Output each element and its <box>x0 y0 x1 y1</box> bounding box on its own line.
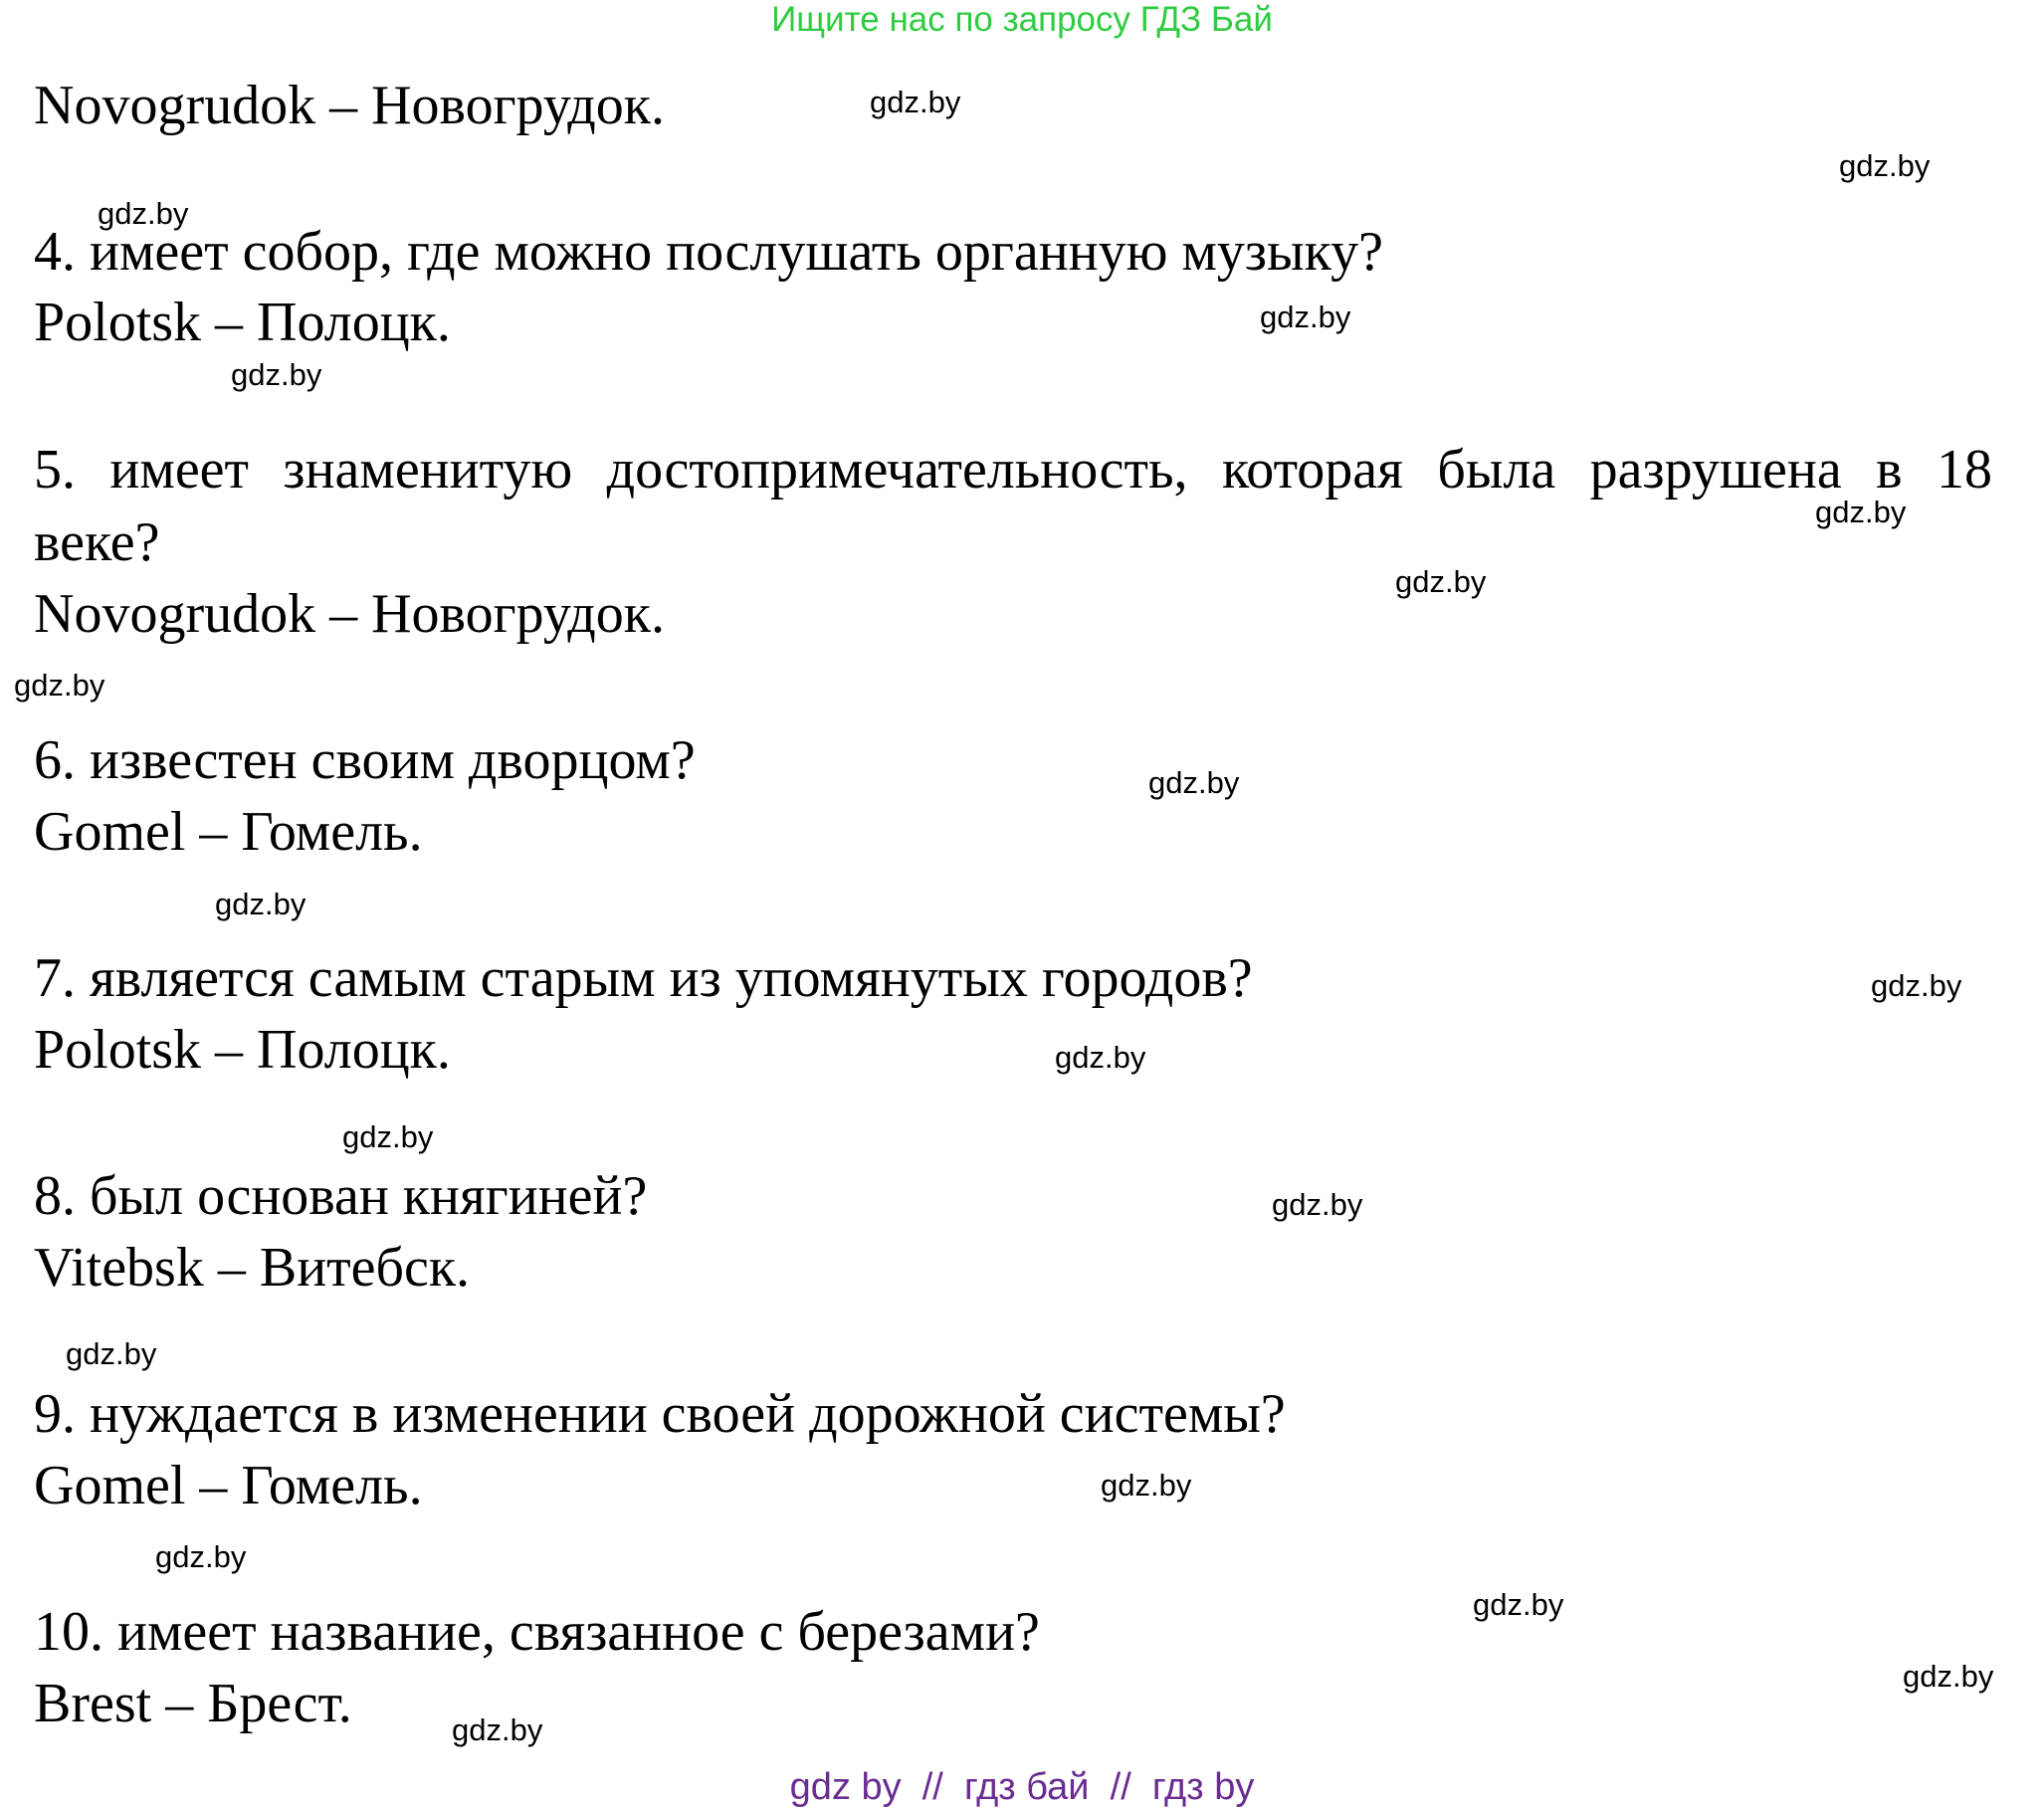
answer-line: Novogrudok – Новогрудок. <box>34 75 665 136</box>
header-banner: Ищите нас по запросу ГДЗ Бай <box>771 0 1273 39</box>
watermark: gdz.by <box>215 887 307 921</box>
watermark: gdz.by <box>1903 1659 1994 1694</box>
question-line: 10. имеет название, связанное с березами? <box>34 1601 1040 1663</box>
footer-banner: gdz by // гдз бай // гдз by <box>789 1766 1255 1808</box>
answer-line: Gomel – Гомель. <box>34 1455 423 1516</box>
watermark: gdz.by <box>155 1539 247 1574</box>
watermark: gdz.by <box>1055 1040 1146 1075</box>
watermark: gdz.by <box>1148 765 1240 800</box>
watermark: gdz.by <box>1871 968 1962 1003</box>
watermark: gdz.by <box>14 668 105 703</box>
watermark: gdz.by <box>1839 148 1931 183</box>
question-line: 6. известен своим дворцом? <box>34 729 696 791</box>
answer-line: Gomel – Гомель. <box>34 801 423 863</box>
watermark: gdz.by <box>66 1336 157 1371</box>
watermark: gdz.by <box>1101 1468 1192 1503</box>
question-line: 5. имеет знаменитую достопримечательность, которая была разрушена в 18 <box>34 439 1992 501</box>
watermark: gdz.by <box>452 1712 543 1747</box>
watermark: gdz.by <box>98 196 189 231</box>
answer-line: Novogrudok – Новогрудок. <box>34 583 665 645</box>
watermark: gdz.by <box>342 1119 434 1154</box>
answer-line: Brest – Брест. <box>34 1673 352 1734</box>
watermark: gdz.by <box>870 85 961 119</box>
watermark: gdz.by <box>231 357 322 392</box>
question-line-continued: веке? <box>34 511 160 573</box>
question-line: 9. нуждается в изменении своей дорожной системы? <box>34 1383 1286 1445</box>
watermark: gdz.by <box>1260 300 1351 334</box>
question-line: 4. имеет собор, где можно послушать органную музыку? <box>34 221 1383 283</box>
watermark: gdz.by <box>1815 495 1907 529</box>
watermark: gdz.by <box>1272 1187 1363 1222</box>
answer-line: Polotsk – Полоцк. <box>34 292 451 353</box>
answer-line: Vitebsk – Витебск. <box>34 1237 471 1299</box>
question-line: 8. был основан княгиней? <box>34 1165 648 1227</box>
question-line: 7. является самым старым из упомянутых городов? <box>34 947 1253 1009</box>
watermark: gdz.by <box>1473 1587 1564 1622</box>
watermark: gdz.by <box>1395 564 1487 599</box>
answer-line: Polotsk – Полоцк. <box>34 1019 451 1081</box>
